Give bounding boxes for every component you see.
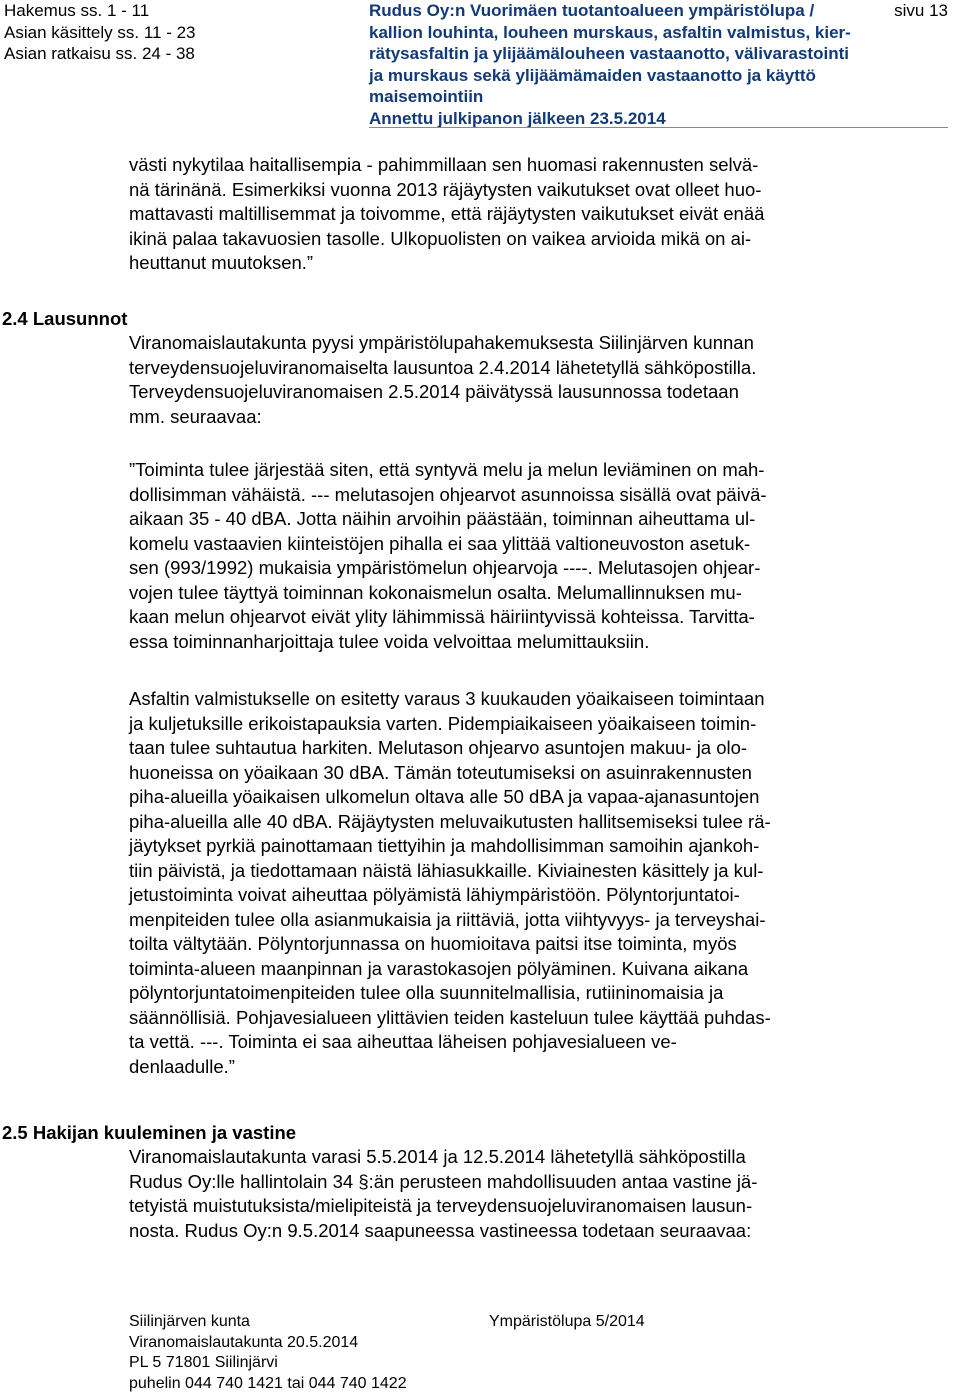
text-line: kaan melun ohjearvot eivät ylity lähimmissä häiriintyvissä kohteissa. Tarvitta- (129, 606, 755, 627)
header-title-line: Rudus Oy:n Vuorimäen tuotantoalueen ympäristölupa / (369, 1, 815, 20)
text-line: Asfaltin valmistukselle on esitetty varaus 3 kuukauden yöaikaiseen toimintaan (129, 688, 765, 709)
text-line: Viranomaislautakunta pyysi ympäristölupahakemuksesta Siilinjärven kunnan (129, 332, 754, 353)
text-line: aikaan 35 - 40 dBA. Jotta näihin arvoihin päästään, toiminnan aiheuttama ul- (129, 508, 756, 529)
text-line: menpiteiden tulee olla asianmukaisia ja riittäviä, jotta viihtyvyys- ja terveyshai- (129, 908, 766, 930)
header-case-index (4, 0, 196, 65)
text-line: mm. seuraavaa: (129, 405, 262, 427)
text-line: mattavasti maltillisemmat ja toivomme, että räjäytysten vaikutukset eivät enää (129, 203, 765, 224)
header-index-line: Asian käsittely ss. 11 - 23 (4, 22, 196, 42)
text-line: taan tulee suhtautua harkiten. Melutason ohjearvo asuntojen makuu- ja olo- (129, 737, 748, 758)
header-date-line: Annettu julkipanon jälkeen 23.5.2014 (369, 108, 666, 128)
text-line: nä tärinänä. Esimerkiksi vuonna 2013 räjäytysten vaikutukset ovat olleet huo- (129, 178, 762, 200)
footer-line: puhelin 044 740 1421 tai 044 740 1422 (129, 1374, 407, 1392)
text-line: Viranomaislautakunta varasi 5.5.2014 ja 12.5.2014 lähetetyllä sähköpostilla (129, 1146, 746, 1167)
text-line: västi nykytilaa haitallisempia - pahimmillaan sen huomasi rakennusten selvä- (129, 154, 759, 175)
text-line: vojen tulee täyttyä toiminnan kokonaismelun osalta. Melumallinnuksen mu- (129, 581, 742, 603)
text-line: tetyistä muistutuksista/mielipiteistä ja terveydensuojeluviranomaisen lausun- (129, 1195, 753, 1216)
footer-line: Viranomaislautakunta 20.5.2014 (129, 1333, 359, 1351)
text-line: ikinä palaa takavuosien tasolle. Ulkopuolisten on vaikea arvioida mikä on ai- (129, 227, 752, 249)
footer-line: Siilinjärven kunta (129, 1313, 250, 1330)
kuuleminen-paragraph (129, 1145, 757, 1243)
page-number: sivu 13 (894, 1, 948, 20)
text-line: ja kuljetuksille erikoistapauksia varten. Pidempiaikaiseen yöaikaiseen toimin- (129, 712, 757, 734)
text-line: essa toiminnanharjoittaja tulee voida velvoittaa melumittauksiin. (129, 630, 650, 652)
text-line: jetustoiminta voivat aiheuttaa pölyämistä lähiympäristöön. Pölyntorjuntatoi- (129, 884, 740, 905)
text-line: huoneissa on yöaikaan 30 dBA. Tämän toteutumiseksi on asuinrakennusten (129, 761, 752, 783)
text-line: jäytykset pyrkiä painottamaan tiettyihin ja mahdollisimman samoihin ajankoh- (129, 835, 760, 856)
section-heading-hakijan-kuuleminen: 2.5 Hakijan kuuleminen ja vastine (2, 1122, 297, 1143)
header-title-line: maisemointiin (369, 87, 484, 106)
text-line: pölyntorjuntatoimenpiteiden tulee olla suunnitelmallisia, rutiininomaisia ja (129, 982, 724, 1003)
text-line: Rudus Oy:lle hallintolain 34 §:än perusteen mahdollisuuden antaa vastine jä- (129, 1170, 758, 1192)
footer-contact (129, 1312, 407, 1394)
lausunnot-intro (129, 331, 756, 429)
header-title-line: ja murskaus sekä ylijäämämaiden vastaanotto ja käyttö (369, 65, 816, 85)
text-line: nosta. Rudus Oy:n 9.5.2014 saapuneessa vastineessa todetaan seuraavaa: (129, 1219, 752, 1241)
text-line: toiminta-alueen maanpinnan ja varastokasojen pölyäminen. Kuivana aikana (129, 957, 749, 979)
text-line: heuttanut muutoksen.” (129, 252, 314, 273)
text-line: tiin päivistä, ja tiedottamaan näistä lähiasukkaille. Kiviainesten käsittely ja kul- (129, 859, 764, 881)
footer-line: PL 5 71801 Siilinjärvi (129, 1354, 278, 1371)
header-document-title (369, 0, 851, 129)
text-line: terveydensuojeluviranomaiselta lausuntoa 2.4.2014 lähetetyllä sähköpostilla. (129, 356, 757, 378)
text-line: ”Toiminta tulee järjestää siten, että syntyvä melu ja melun leviäminen on mah- (129, 459, 765, 480)
text-line: piha-alueilla yöaikaisen ulkomelun oltava alle 50 dBA ja vapaa-ajanasuntojen (129, 786, 760, 807)
quote-paragraph-noise (129, 458, 767, 654)
text-line: denlaadulle.” (129, 1055, 235, 1077)
header-divider (369, 127, 948, 128)
header-title-line: rätysasfaltin ja ylijäämälouheen vastaanotto, välivarastointi (369, 44, 849, 63)
text-line: toilta vältytään. Pölyntorjunnassa on huomioitava paitsi itse toiminta, myös (129, 933, 737, 954)
footer-permit-id: Ympäristölupa 5/2014 (489, 1313, 645, 1330)
text-line: säännöllisiä. Pohjavesialueen ylittävien teiden kasteluun tulee käyttää puhdas- (129, 1006, 771, 1028)
continuation-paragraph (129, 153, 764, 276)
section-heading-lausunnot: 2.4 Lausunnot (2, 308, 128, 329)
header-index-line: Asian ratkaisu ss. 24 - 38 (4, 44, 195, 63)
text-line: ta vettä. ---. Toiminta ei saa aiheuttaa läheisen pohjavesialueen ve- (129, 1031, 677, 1052)
text-line: dollisimman vähäistä. --- melutasojen ohjearvot asunnoissa sisällä ovat päivä- (129, 483, 767, 505)
header-index-line: Hakemus ss. 1 - 11 (4, 1, 150, 20)
text-line: komelu vastaavien kiinteistöjen pihalla ei saa ylittää valtioneuvoston asetuk- (129, 532, 751, 554)
quote-paragraph-night-and-dust (129, 687, 771, 1079)
text-line: Terveydensuojeluviranomaisen 2.5.2014 päivätyssä lausunnossa todetaan (129, 381, 739, 402)
text-line: piha-alueilla alle 40 dBA. Räjäytysten meluvaikutusten hallitsemiseksi tulee rä- (129, 810, 771, 832)
text-line: sen (993/1992) mukaisia ympäristömelun ohjearvoja ----. Melutasojen ohjear- (129, 557, 761, 578)
header-title-line: kallion louhinta, louheen murskaus, asfaltin valmistus, kier- (369, 22, 851, 42)
